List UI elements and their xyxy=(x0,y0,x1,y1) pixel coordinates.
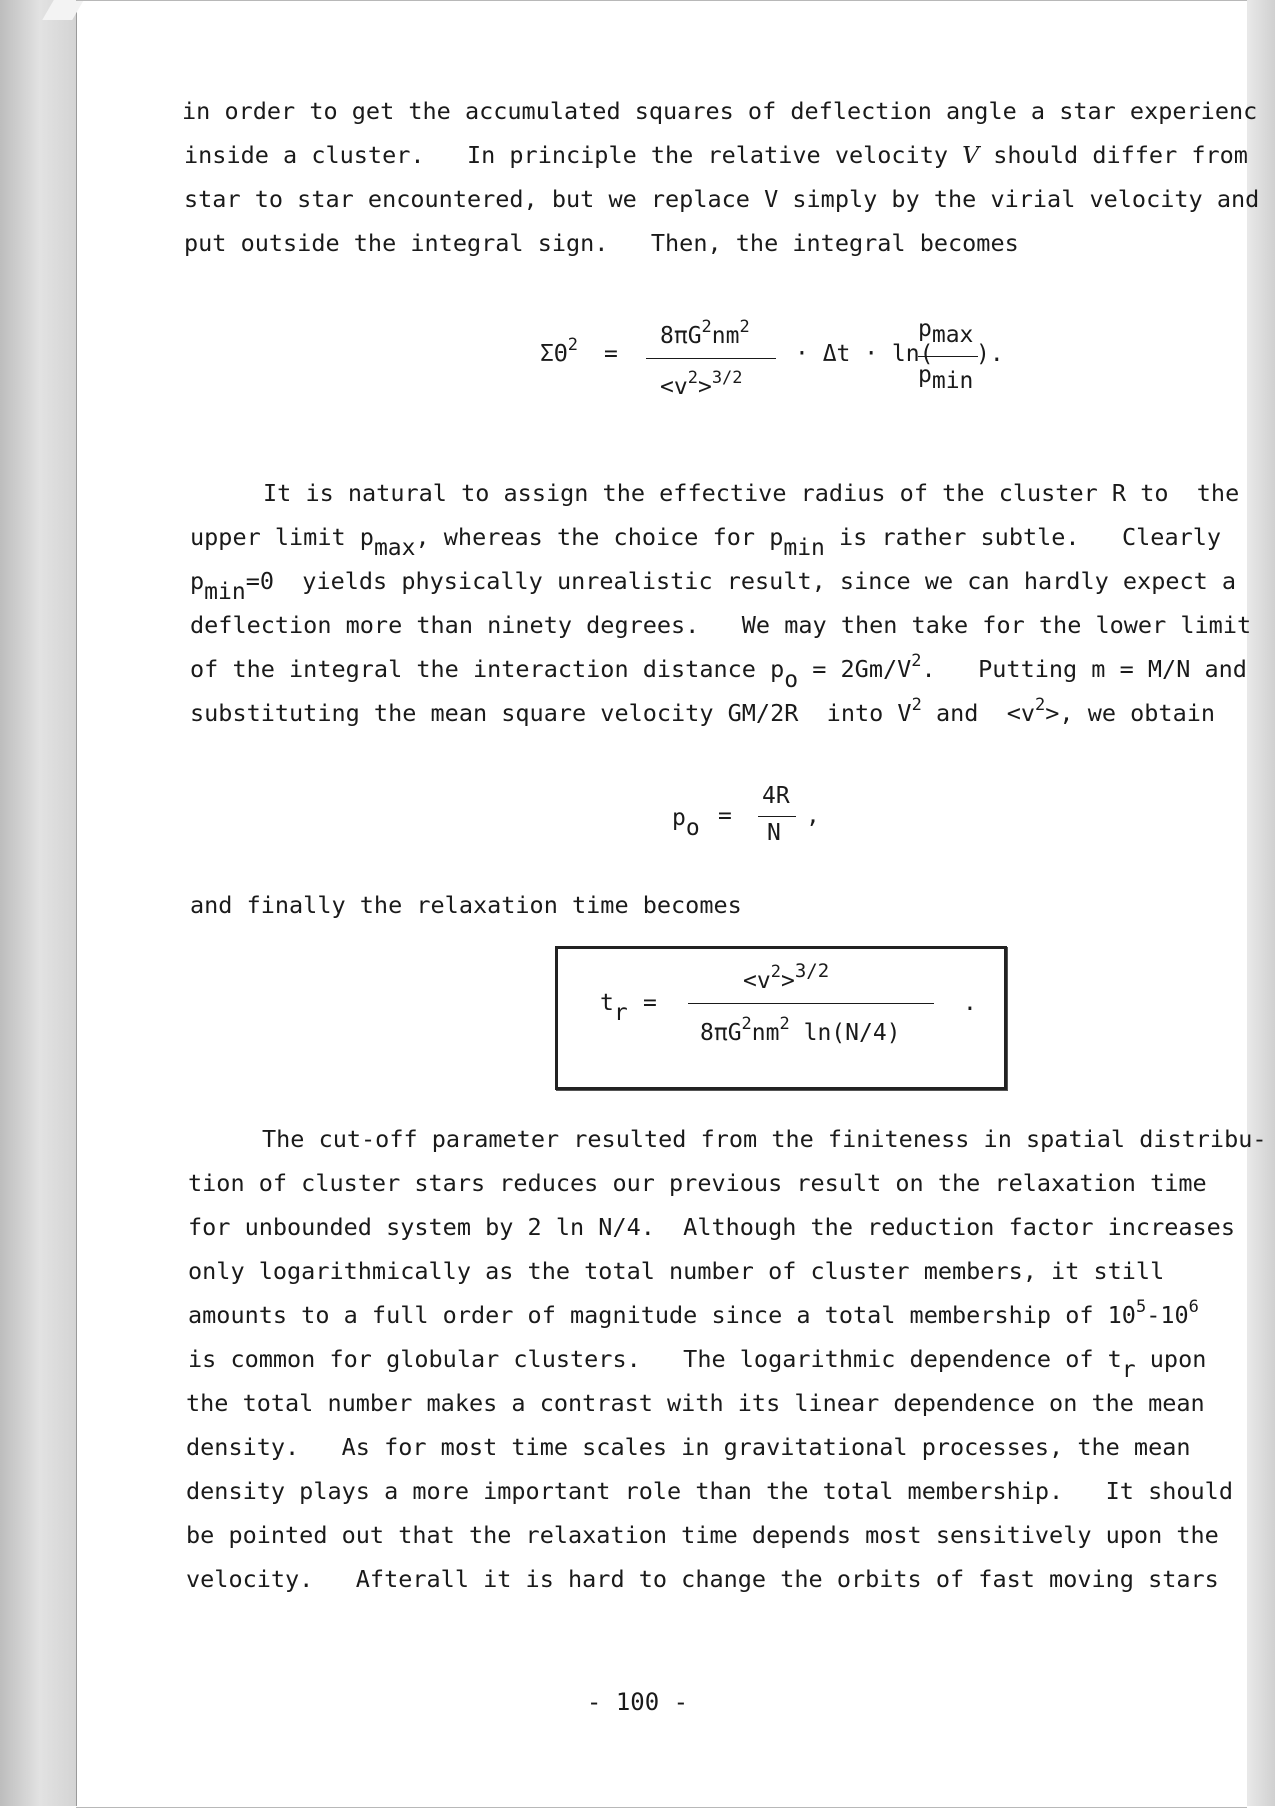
text-line: upper limit pmax, whereas the choice for pmin is rather subtle. Clearly xyxy=(190,523,1222,561)
eq3-denominator: $8\pi G^2nm^2$ ln(N/4) xyxy=(700,1014,901,1046)
text-line: velocity. Afterall it is hard to change the orbits of fast moving stars xyxy=(186,1565,1219,1593)
text-line: tion of cluster stars reduces our previous result on the relaxation time xyxy=(188,1169,1207,1197)
text-line: deflection more than ninety degrees. We may then take for the lower limit xyxy=(190,611,1252,639)
text-line: pmin=0 yields physically unrealistic result, since we can hardly expect a xyxy=(190,567,1237,605)
eq1-lhs: ΣΘ xyxy=(540,341,568,367)
text-line: the total number makes a contrast with its linear dependence on the mean xyxy=(186,1389,1205,1417)
eq1-pmax: pmax xyxy=(918,316,974,348)
text-line: of the integral the interaction distance po = $2Gm/V^2$. Putting m = M/N and xyxy=(190,651,1247,693)
text-line: for unbounded system by 2 ln N/4. Although the reduction factor increases xyxy=(188,1213,1235,1241)
text-line: put outside the integral sign. Then, the integral becomes xyxy=(184,229,1019,257)
text-line: and finally the relaxation time becomes xyxy=(190,891,742,919)
fraction-bar xyxy=(918,356,978,357)
eq3-lhs: t xyxy=(600,990,614,1016)
eq2-denominator: N xyxy=(767,820,781,846)
eq3-numerator: $<v^2>^{3/2}$ xyxy=(743,960,830,994)
book-binding xyxy=(0,0,77,1806)
eq2-lhs: p xyxy=(672,805,686,831)
text-line: be pointed out that the relaxation time depends most sensitively upon the xyxy=(186,1521,1219,1549)
text-line: density plays a more important role than the total membership. It should xyxy=(186,1477,1233,1505)
text-line: is common for globular clusters. The logarithmic dependence of tr upon xyxy=(188,1345,1207,1383)
fraction-bar xyxy=(758,816,796,817)
fraction-bar xyxy=(688,1003,934,1004)
text-line: amounts to a full order of magnitude since a total membership of $10^5-10^6$ xyxy=(188,1297,1199,1329)
eq1-denominator: $<v^2>^{3/2}$ xyxy=(660,368,743,400)
text-line: density. As for most time scales in gravitational processes, the mean xyxy=(186,1433,1191,1461)
text-line: inside a cluster. In principle the relative velocity V should differ from xyxy=(184,141,1248,169)
text-line: star to star encountered, but we replace V simply by the virial velocity and xyxy=(184,185,1260,213)
text-line: substituting the mean square velocity GM/2R into $V^2$ and $<v^2>$, we obtain xyxy=(190,695,1216,727)
eq1-numerator: $8\pi G^2nm^2$ xyxy=(660,317,750,349)
text-line: in order to get the accumulated squares of deflection angle a star experienc xyxy=(182,97,1258,125)
fraction-bar xyxy=(646,358,776,359)
eq2-numerator: 4R xyxy=(762,783,790,809)
text-line: only logarithmically as the total number of cluster members, it still xyxy=(188,1257,1165,1285)
page-edge xyxy=(1247,0,1275,1806)
text-line: The cut-off parameter resulted from the finiteness in spatial distribu- xyxy=(262,1125,1267,1153)
eq1-pmin: pmin xyxy=(918,362,974,394)
page-number: - 100 - xyxy=(586,1688,689,1716)
text-line: It is natural to assign the effective radius of the cluster R to the xyxy=(263,479,1240,507)
